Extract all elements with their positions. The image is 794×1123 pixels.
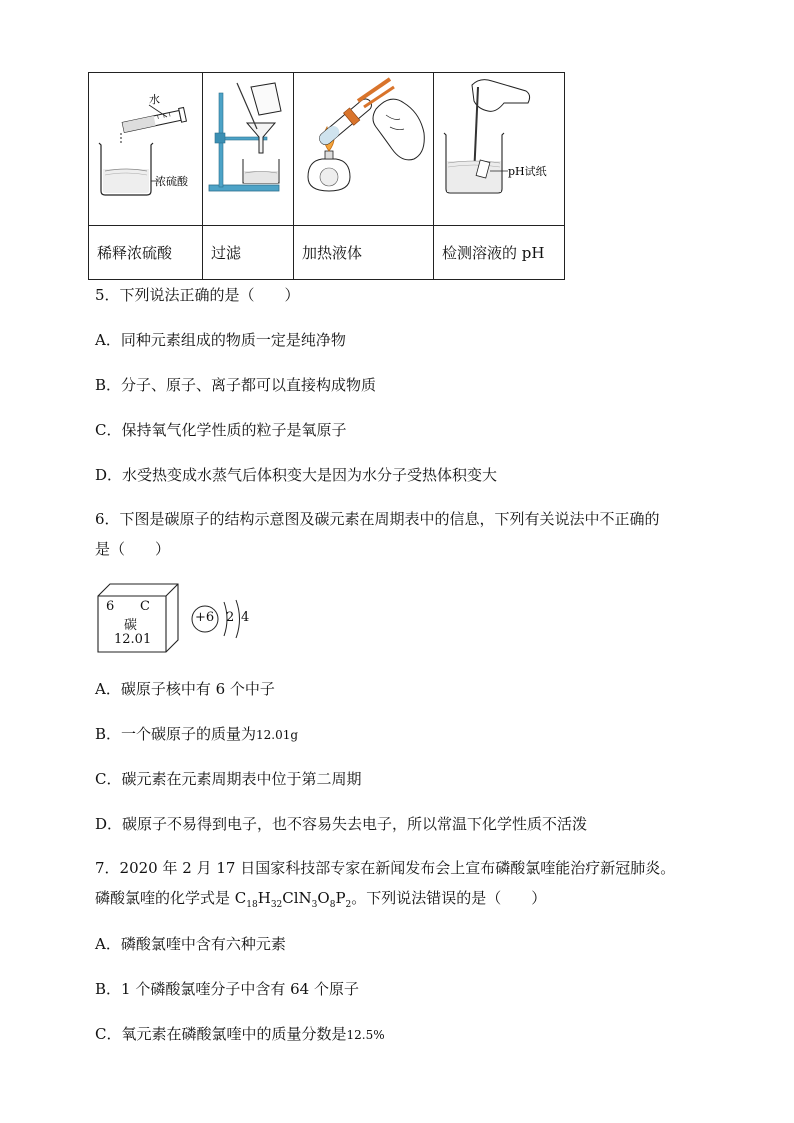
water-label: 水 [149,93,160,106]
q5-option-d: D．水受热变成水蒸气后体积变大是因为水分子受热体积变大 [95,466,498,484]
atom-shell1-electrons: 2 [226,610,235,625]
q6-stem-line2: 是（ ） [95,540,171,558]
caption-filtration: 过滤 [203,226,294,280]
q7-option-c [95,1024,385,1045]
formula-o: O [317,889,330,907]
q5-option-a: A．同种元素组成的物质一定是纯净物 [95,331,346,349]
caption-ph-test: 检测溶液的 pH [434,226,565,280]
filtration-illustration-cell [203,73,294,226]
ph-test-illustration [434,73,564,221]
formula-c: C [234,889,247,907]
element-number: 6 [106,599,115,614]
q6-option-a: A．碳原子核中有 6 个中子 [95,680,275,698]
heating-liquid-illustration-cell [294,73,434,226]
q5-option-b: B．分子、原子、离子都可以直接构成物质 [95,376,377,394]
lab-operations-table [88,72,565,280]
formula-p: P [335,889,346,907]
caption-heating-liquid: 加热液体 [294,226,434,280]
q5-option-c: C．保持氧气化学性质的粒子是氧原子 [95,421,347,439]
q7-option-a: A．磷酸氯喹中含有六种元素 [95,935,286,953]
conc-acid-label: 浓硫酸 [155,175,188,188]
q7-option-c-value: 12.5% [346,1028,385,1042]
q7-stem-line2 [95,888,546,915]
q7-formula-prefix: 磷酸氯喹的化学式是 [95,889,235,907]
formula-h: H [257,889,271,907]
ph-paper-label: pH试纸 [508,165,547,178]
formula-c-count: 18 [246,900,258,910]
ph-test-illustration-cell [434,73,565,226]
formula-cln: ClN [282,889,312,907]
q5-stem: 5．下列说法正确的是（ ） [95,286,300,304]
q6-stem-line1: 6．下图是碳原子的结构示意图及碳元素在周期表中的信息，下列有关说法中不正确的 [95,510,660,528]
element-symbol: C [140,599,150,614]
q6-option-c: C．碳元素在元素周期表中位于第二周期 [95,770,362,788]
element-name: 碳 [124,618,138,633]
formula-p-count: 2 [345,900,352,910]
formula-n-count: 3 [311,900,318,910]
q6-option-d: D．碳原子不易得到电子，也不容易失去电子，所以常温下化学性质不活泼 [95,815,588,833]
filtration-illustration [203,73,293,221]
q7-option-c-prefix: C．氧元素在磷酸氯喹中的质量分数是 [95,1025,347,1043]
atom-nucleus-charge: +6 [195,610,215,625]
q6-option-b-prefix: B．一个碳原子的质量为 [95,725,257,743]
q7-option-b: B．1 个磷酸氯喹分子中含有 64 个原子 [95,980,359,998]
carbon-atom-diagram [190,596,260,642]
formula-o-count: 8 [329,900,336,910]
element-mass: 12.01 [114,632,152,647]
caption-dilute-acid: 稀释浓硫酸 [89,226,203,280]
heating-liquid-illustration [294,73,433,221]
formula-h-count: 32 [270,900,283,910]
atom-shell2-electrons: 4 [241,610,250,625]
q6-option-b-value: 12.01g [256,728,299,742]
q6-option-b [95,724,298,745]
q7-formula-suffix: 。下列说法错误的是（ ） [351,889,547,907]
dilute-acid-illustration [89,73,202,221]
dilute-acid-illustration-cell [89,73,203,226]
q7-stem-line1: 7．2020 年 2 月 17 日国家科技部专家在新闻发布会上宣布磷酸氯喹能治疗新冠肺炎。 [95,859,676,877]
carbon-element-tile [96,582,180,654]
chemical-formula [234,889,352,910]
